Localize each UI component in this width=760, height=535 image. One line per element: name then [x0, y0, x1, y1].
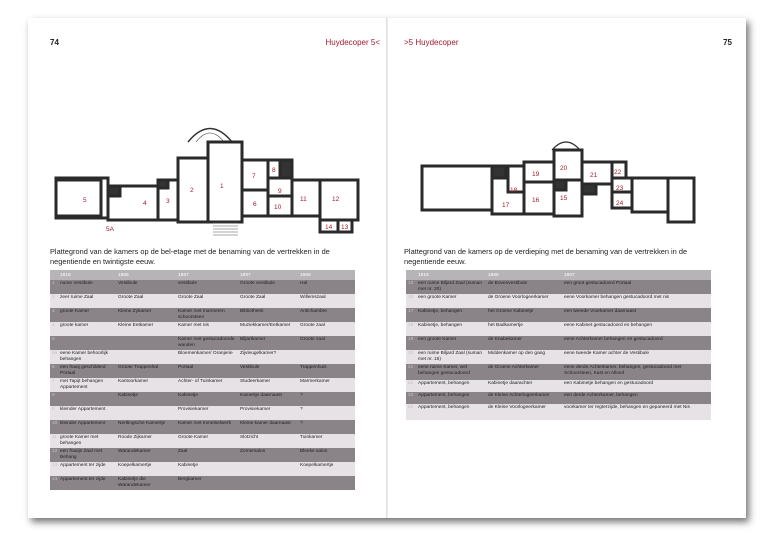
page-number-right: 75 [723, 38, 732, 47]
room-label: 23 [616, 185, 624, 192]
room-label: 15 [560, 195, 568, 202]
room-label: 6 [253, 201, 257, 208]
ground-floor-plan [48, 110, 368, 233]
room-label: 3 [166, 198, 170, 205]
room-label: 19 [532, 171, 540, 178]
room-names-table-left [50, 270, 355, 490]
column-header: 1897 [240, 273, 251, 278]
table-row: 21 eene ruime Kamer, wel behangen gestucadoord de Groene Achterkamer eene derde Achterkamer, behangen, gestucadoord met Schoorsteen, Kast en Alkoof [406, 364, 711, 380]
column-header: 1865 [488, 273, 499, 278]
table-row: 13 Appartement ter zijde Koepelkamertje Kabinetje Koepelkamertje [50, 462, 355, 476]
page-number-left: 74 [50, 38, 59, 47]
table-row: 8 Kabinetje Kabinetje Kamertje daarnaast ? [50, 392, 355, 406]
room-label: 8 [272, 167, 276, 174]
table-row: 10 kleinder Appartement Nertlingsche Kamertje Kamer met Inmetselwerk Kleine kamer daarnaast ? [50, 420, 355, 434]
table-header [50, 270, 355, 280]
table-row: 24 Appartement, behangen de Kleine Voorlogeerkamer voorkamer ter regterzijde, behangen en gepaneerd met Nis [406, 404, 711, 420]
left-page [28, 18, 386, 518]
column-header: 1865 [118, 273, 129, 278]
room-label: 1 [220, 183, 224, 190]
table-row: 19 een groote Kamer de Knabekamer eene Achterkamer behangen en gestucadoord [406, 336, 711, 350]
table-row: 23 Appartement, behangen de Kleine Achterlogeerkamer een derde Achterkamer, behangen [406, 392, 711, 404]
room-label: 5A [106, 226, 114, 233]
room-label: 4 [143, 200, 147, 207]
room-names-table-right [406, 270, 711, 420]
table-row: 11 groote Kamer met behangen Roode Zijkamer Groote Kamer Slotzicht Tuinkamer [50, 434, 355, 448]
room-label: 18 [510, 187, 518, 194]
table-row: 3 groote Kamer Kleine Zykamer Kamer met marmeren schoorsteen Bibliotheek Antichambre [50, 308, 355, 322]
room-label: 14 [325, 224, 333, 231]
room-label: 21 [590, 172, 598, 179]
right-page [388, 18, 746, 518]
room-label: 22 [614, 169, 622, 176]
column-header: 1867 [178, 273, 189, 278]
room-label: 7 [252, 173, 256, 180]
table-row: 17 Kabinetje, behangen het Groene Kabinetje een tweede Voorkamer daarnaast [406, 308, 711, 322]
column-header: 1818 [60, 273, 71, 278]
table-row: 14 Appartement ter zijde Kabinetje die Warandekamer Bergkamer [50, 476, 355, 490]
caption-right: Plattegrond van de kamers op de verdieping met de benaming van de vertrekken in de negentiende eeuw. [404, 247, 688, 266]
table-header [406, 270, 711, 280]
table-row: 2 zeer ruime Zaal Groote Zaal Groote Zaal Groote Zaal Willemszaal [50, 294, 355, 308]
table-row: 5 Kamer met gestucadoorde wanden Biljartkamer Groote zaal [50, 336, 355, 350]
table-row: 12 een fraaijs Zaal met Behang Warandekamer Zaal Zomersalon Bleeke salon [50, 448, 355, 462]
room-label: 12 [332, 196, 340, 203]
column-header: 1969 [300, 273, 311, 278]
table-row: 6 een fraaij geschilderd Portaal Groote Trappenhal Portaal Vestibule Trappenhuis [50, 364, 355, 378]
room-label: 10 [274, 204, 282, 211]
chapter-header-right: >5 Huydecoper [404, 38, 459, 47]
room-label: 20 [560, 165, 568, 172]
caption-left: Plattegrond van de kamers op de bel-etage met de benaming van de vertrekken in de negentiende en twintigste eeuw. [50, 247, 330, 266]
table-row: 15 een ruime Biljard Zaal (suman met nr. 20) de Bovenvestibule een groot gestucadoord Portaal [406, 280, 711, 294]
table-row: 9 kleinder Appartement Provisiekamer Provisiekamer ? [50, 406, 355, 420]
table-row: 18 Kabinetje, behangen het Badkamertje eene Kabinet gestucadoord en behangen [406, 322, 711, 336]
room-label: 16 [532, 197, 540, 204]
table-row: 16 een groote Kamer de Groene Voorlogeerkamer eene Voorkamer behangen gestucadoord met nis [406, 294, 711, 308]
table-row: 20 een ruime Biljard Zaal (suman met nr. 15) Middenkamer op den gang eene tweede Kamer achter de Vestibule [406, 350, 711, 364]
table-row: 22 Appartement, behangen Kabinetje daarachter een Kabinetje behangen en gestucadoord [406, 380, 711, 392]
column-header: 1867 [564, 273, 575, 278]
upper-floor-plan [418, 130, 708, 225]
table-row: 4 groote kamer Kleine Eetkamer Kamer met nis Muziekkamer/Eetkamer Groote zaal [50, 322, 355, 336]
room-label: 5 [83, 197, 87, 204]
chapter-header-left: Huydecoper 5< [325, 38, 380, 47]
table-row: 1 nume Vestibule Vestibule vestibule Groote vestibule Hal [50, 280, 355, 294]
table-row: 7 met Tapijt behangen Appartement Kantoorkamer Achter- of Tuinkamer Studeerkamer Marmerkamer [50, 378, 355, 392]
book-spread [28, 18, 746, 518]
room-label: 24 [616, 200, 624, 207]
room-label: 2 [190, 187, 194, 194]
table-row: 5a eene Kamer behoorlijk behangen Bloemenkamer/ Oranjerie Zijvleugelkamer? [50, 350, 355, 364]
room-label: 17 [502, 202, 510, 209]
column-header: 1818 [418, 273, 429, 278]
room-label: 9 [278, 188, 282, 195]
room-label: 11 [300, 196, 307, 203]
room-label: 13 [341, 224, 349, 231]
